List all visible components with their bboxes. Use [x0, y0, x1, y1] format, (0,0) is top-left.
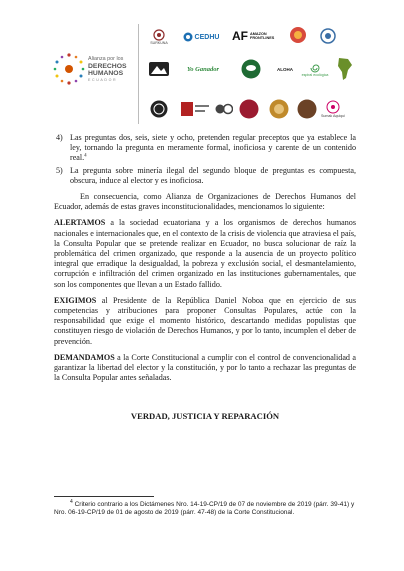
list-item-5 — [54, 166, 356, 186]
footnote-number: 4 — [70, 498, 73, 505]
logo-surkuna: SURKUNA — [146, 26, 172, 48]
spiral-icon — [309, 63, 321, 73]
letterhead — [0, 0, 404, 130]
acha-circle-icon — [269, 99, 289, 119]
mountain-icon — [149, 62, 169, 76]
logo-ci — [214, 100, 234, 118]
map-icon — [336, 56, 354, 82]
list-text: Las preguntas dos, seis, siete y ocho, pretenden regular preceptos que ya establece la ley, tornando la pregunta en meramente formal, inoficiosa y carente de un contenido real.$^4$ — [70, 133, 356, 163]
logo-crimson-circle — [238, 98, 260, 120]
alianza-logo — [52, 52, 142, 96]
surkuna-icon — [153, 29, 165, 41]
logo-green-circle — [240, 58, 262, 80]
alertamos-paragraph: ALERTAMOS a la sociedad ecuatoriana y a los organismos de derechos humanos nacionales e internacionales que, en el contexto de la crisis de violencia que atraviesa el país, la Consulta Popular que se pretende realizar en Ecuador, no busca solucionar de raíz la problemática del crimen organizado, que responde a la ausencia de un proyecto político integral que erradique la desigualdad, la pobreza y exclusión social, el desmantelamiento, corrupción e infiltración del crimen organizado en las instituciones gubernamentales, que son los componentes que llevan a un Estado fallido. — [54, 218, 356, 289]
logo-brown-circle — [296, 98, 318, 120]
logo-red-rect — [180, 100, 210, 118]
list-number: 5) — [56, 165, 63, 175]
footnote-text: Criterio contrario a los Dictámenes Nro. 14-19-CP/19 de 07 de noviembre de 2019 (párr. 39-41) y Nro. 06-19-CP/19 de 01 de agosto de 2019 (párr. 47-48) de la Corte Constitucional. — [54, 501, 355, 517]
logo-cumbre — [144, 58, 174, 80]
alianza-line2: DERECHOS HUMANOS — [88, 63, 127, 77]
footnote-ref[interactable]: 4 — [84, 153, 87, 159]
footnote — [54, 498, 356, 518]
intro-paragraph: En consecuencia, como Alianza de Organizaciones de Derechos Humanos del Ecuador, además de estas graves inconstitucionalidades, mencionamos lo siguiente: — [54, 192, 356, 212]
logo-sumak-aquiqui: Sumak Aquiqui — [318, 96, 348, 122]
logo-amazon-frontlines: AF AMAZON FRONTLINES — [232, 29, 275, 43]
list-text: La pregunta sobre minería ilegal del segundo bloque de preguntas es compuesta, obscura, induce al elector y es inoficiosa. — [70, 165, 356, 185]
emblem-icon — [150, 100, 168, 118]
logo-latin-map — [334, 54, 356, 84]
logo-yo-ganador: Yo Ganador — [187, 65, 219, 73]
exigimos-paragraph: EXIGIMOS al Presidente de la República Daniel Noboa que en ejercicio de sus competencias y atribuciones para proponer Consultas Populares, actúe con la responsabilidad que exige el momento histórico, descartando medidas populistas que constituyen riesgo de violación de Derechos Humanos, y por lo tanto, incumplen el deber de prevención. — [54, 295, 356, 346]
alianza-ring-icon — [52, 52, 86, 86]
footnote-rule — [54, 496, 154, 497]
list-item-4 — [54, 133, 356, 164]
flower-icon — [289, 26, 307, 44]
sumak-icon — [325, 100, 341, 114]
alianza-line3: ECUADOR — [88, 78, 118, 82]
seal-icon — [320, 28, 336, 44]
brown-circle-icon — [297, 99, 317, 119]
closing-slogan: VERDAD, JUSTICIA Y REPARACIÓN — [130, 411, 280, 422]
demandamos-paragraph: DEMANDAMOS a la Corte Constitucional a cumplir con el control de convencionalidad a garantizar la libertad del elector y la constitución, y por lo tanto a rechazar las preguntas de la Consulta Popular antes señaladas. — [54, 352, 356, 383]
logo-espiral-ecologica: espiral ecológica — [300, 58, 330, 82]
document-body — [54, 133, 356, 422]
crimson-circle-icon — [239, 99, 259, 119]
alianza-line1: Alianza por los — [88, 56, 124, 62]
logo-acha-circle — [268, 98, 290, 120]
green-circle-icon — [241, 59, 261, 79]
header-divider — [138, 24, 139, 124]
red-rect-icon — [181, 102, 209, 116]
logo-top-right-2 — [318, 26, 338, 46]
cedhu-icon — [183, 32, 193, 42]
logo-top-right-1 — [287, 24, 309, 46]
logo-cedhu: CEDHU — [180, 28, 222, 46]
logo-dark-emblem — [148, 98, 170, 120]
ci-icon — [215, 102, 233, 116]
list-number: 4) — [56, 133, 63, 142]
logo-aloha: ALOHA — [277, 66, 293, 72]
